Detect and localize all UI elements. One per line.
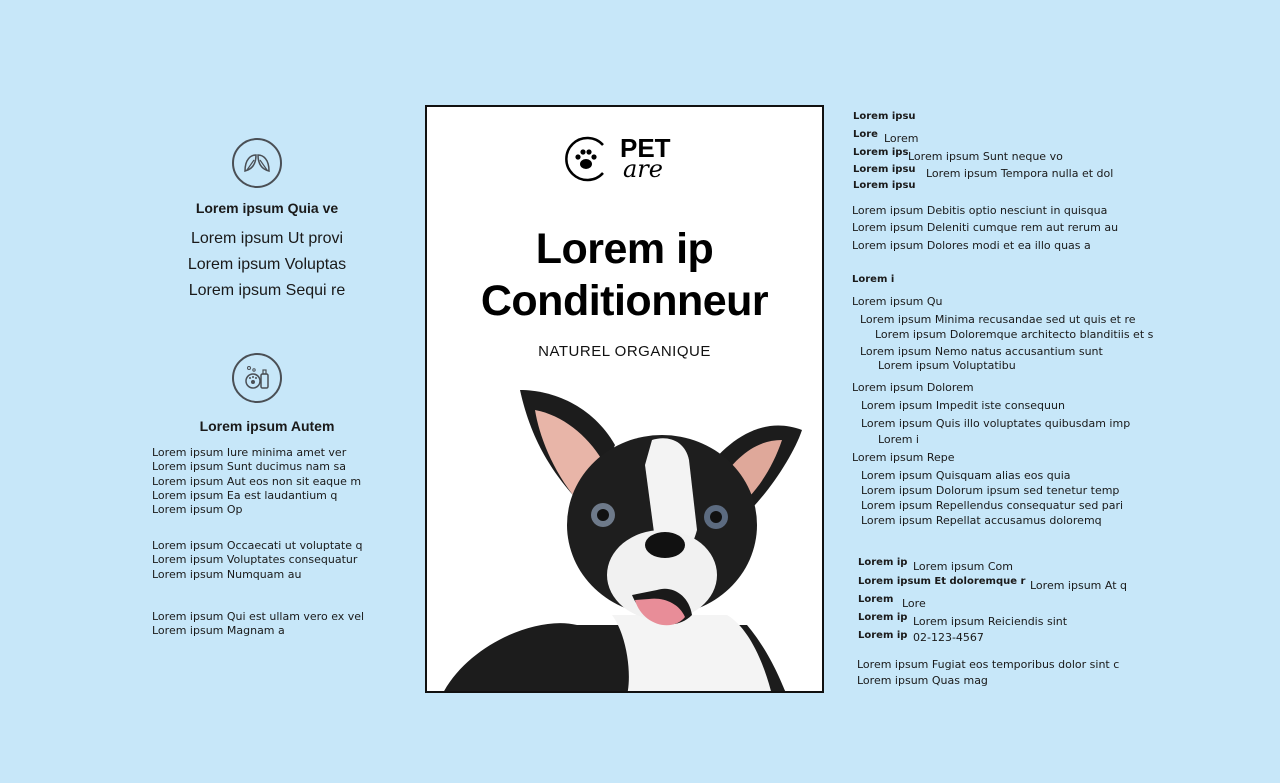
group-line: Lorem ipsum Dolorum ipsum sed tenetur temp <box>861 484 1120 497</box>
text-line: Lorem ipsum Fugiat eos temporibus dolor sint c <box>857 658 1120 671</box>
product-subtitle: NATUREL ORGANIQUE <box>538 343 711 360</box>
feature-item: Lorem ipsum Sequi re <box>188 282 346 299</box>
section-heading: Lorem ipsum Autem <box>199 418 335 434</box>
text-line: Lorem ipsum Op <box>152 503 243 517</box>
group-line: Lorem ipsum Nemo natus accusantium sunt <box>860 345 1103 358</box>
paragraph <box>857 657 1119 688</box>
text-line: Lorem ipsum Magnam a <box>152 624 285 638</box>
contact-value: Lore <box>902 597 926 610</box>
group-line: Lorem ipsum Doloremque architecto blanditiis et s <box>875 328 1154 341</box>
spec-key: Lorem ipsu <box>853 111 916 122</box>
group-line: Lorem ipsum Minima recusandae sed ut quis et re <box>860 313 1136 326</box>
section-heading: Lorem ipsum Quia ve <box>195 200 339 216</box>
group-heading: Lorem ipsum Qu <box>852 295 943 308</box>
text-line: Lorem ipsum Occaecati ut voluptate q <box>152 539 363 552</box>
feature-item: Lorem ipsum Ut provi <box>190 230 344 247</box>
contact-key: Lorem ip <box>858 557 908 568</box>
spec-key: Lorem ipsu <box>853 164 916 175</box>
feature-item: Lorem ipsum Voluptas <box>187 256 347 273</box>
spec-key: Lore <box>853 129 878 140</box>
text-line: Lorem ipsum Sunt ducimus nam sa <box>152 460 346 474</box>
text-line: Lorem ipsum Dolores modi et ea illo quas a <box>852 238 1091 252</box>
contact-value: Lorem ipsum At q <box>1030 579 1128 592</box>
text-line: Lorem ipsum Deleniti cumque rem aut rerum au <box>852 221 1119 235</box>
spec-key: Lorem ipsu <box>853 180 916 191</box>
phone-number: 02-123-4567 <box>913 631 984 644</box>
contact-key: Lorem ipsum Et doloremque r <box>858 576 1026 587</box>
text-line: Lorem ipsum Aut eos non sit eaque m <box>152 474 362 488</box>
text-line: Lorem ipsum Quas mag <box>857 673 988 687</box>
contact-value: Lorem ipsum Com <box>913 560 1014 573</box>
contact-key: Lorem <box>858 594 894 605</box>
logo-word-pet: PET <box>620 133 671 163</box>
paragraph <box>152 539 362 582</box>
spec-key: Lorem ips <box>853 147 909 158</box>
text-line: Lorem ipsum Iure minima amet ver <box>152 446 347 459</box>
group-line: Lorem ipsum Quisquam alias eos quia <box>861 469 1071 482</box>
puppy-image <box>427 385 822 693</box>
leaf-icon <box>232 138 282 188</box>
spec-value: Lorem ipsum Sunt neque vo <box>908 150 1063 163</box>
pet-shampoo-icon <box>232 353 282 403</box>
section-label: Lorem i <box>852 274 895 285</box>
group-line: Lorem ipsum Quis illo voluptates quibusdam imp <box>861 417 1131 430</box>
product-title-line2: Conditionneur <box>480 277 769 325</box>
paragraph <box>152 610 364 639</box>
text-line: Lorem ipsum Numquam au <box>152 567 302 581</box>
spec-value: Lorem ipsum Tempora nulla et dol <box>926 167 1114 180</box>
spec-value: Lorem <box>884 132 919 145</box>
text-line: Lorem ipsum Ea est laudantium q <box>152 488 338 502</box>
group-line: Lorem ipsum Impedit iste consequun <box>861 399 1065 412</box>
paragraph <box>852 202 1118 254</box>
contact-key: Lorem ip <box>858 612 908 623</box>
group-line: Lorem ipsum Voluptatibu <box>878 359 1016 372</box>
logo-word-care: are <box>623 155 663 183</box>
contact-key: Lorem ip <box>858 630 908 641</box>
product-label <box>425 105 824 693</box>
group-line: Lorem ipsum Repellendus consequatur sed pari <box>861 499 1124 512</box>
text-line: Lorem ipsum Voluptates consequatur <box>152 553 358 567</box>
text-line: Lorem ipsum Qui est ullam vero ex vel <box>152 610 365 623</box>
paragraph <box>152 446 361 517</box>
contact-value: Lorem ipsum Reiciendis sint <box>913 615 1068 628</box>
product-title-line1: Lorem ip <box>535 225 714 273</box>
text-line: Lorem ipsum Debitis optio nesciunt in quisqua <box>852 204 1108 217</box>
group-heading: Lorem ipsum Dolorem <box>852 381 974 394</box>
group-heading: Lorem ipsum Repe <box>852 451 955 464</box>
paw-circle-icon <box>563 133 609 183</box>
logo <box>563 133 693 185</box>
group-line: Lorem i <box>878 433 919 446</box>
group-line: Lorem ipsum Repellat accusamus doloremq <box>861 514 1102 527</box>
